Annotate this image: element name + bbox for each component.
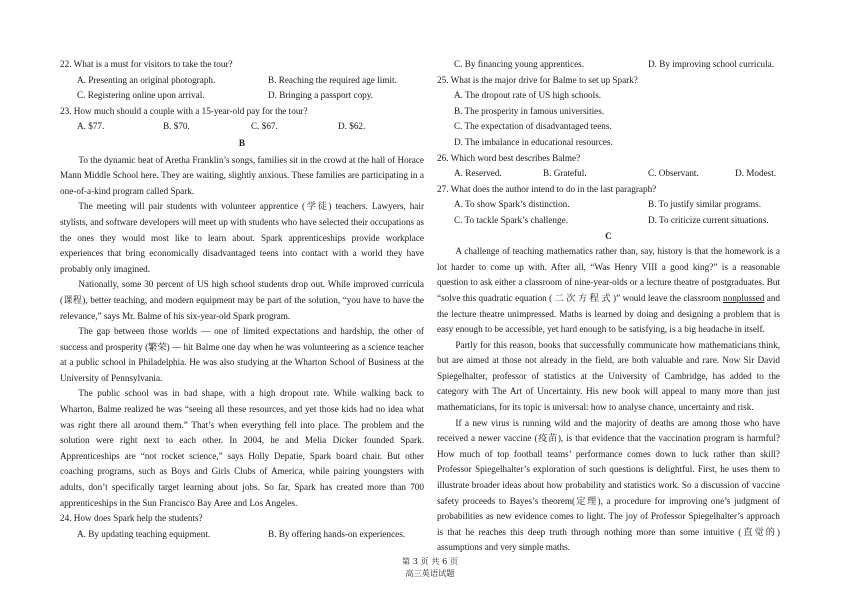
passage-c-paragraph-3: If a new virus is running wild and the majority of deaths are among those who have received a newer vaccine (疫苗), is that evidence that the vaccination program is harmful? How much of top football teams’ performance comes down to luck rather than skill? Professor Spiegelhalter’s exploration of such questions is delightful. First, he uses them to illustrate broader ideas about how probability and statistics work. So a discussion of vaccine safety proceeds to Bayes’s theorem(定理), a procedure for improving one’s judgment of probabilities as new evidence comes to light. The joy of Professor Spiegelhalter’s approach is that he reaches this deep truth through nothing more than some intuitive (直觉的) assumptions and very simple maths. [437,417,780,553]
passage-c-paragraph-2: Partly for this reason, books that successfully communicate how mathematicians think, but are aimed at those not already in the field, are both valuable and rare. Now Sir David Spiegelhalter, professor of statistics at the University of Cambridge, has added to the category with The Art of Uncertainty. His new book will appeal to many more than just mathematicians, for its topic is universal: how to analyse chance, uncertainty and risk. [437,339,780,413]
question-27-options-row2 [437,213,780,229]
passage-b-paragraph-2: The meeting will pair students with volunteer apprentice (学徒) teachers. Lawyers, hair stylists, and software developers will meet up with students who have selected their occupations as the ones they would most like to learn about. Spark apprenticeships provide workplace experiences that bring economically disadvantaged teens into contact with a world they have probably only imagined. [60,201,424,274]
q22-option-d[interactable]: D. Bringing a passport copy. [268,90,374,101]
passage-c-p1-part2: and the lecture theatre unimpressed. Maths is learned by doing and designing a problem that is easy enough to be accessible, yet hard enough to be satisfying, is a big headache in itself. [437,292,781,335]
question-22-stem: 22. What is a must for visitors to take the tour? [60,59,233,69]
q27-option-b[interactable]: B. To justify similar programs. [648,199,762,210]
q24-option-a[interactable]: A. By updating teaching equipment. [77,528,211,539]
q22-option-b[interactable]: B. Reaching the required age limit. [268,74,397,85]
passage-b-paragraph-5: The public school was in bad shape, with a high dropout rate. While walking back to Wharton, Balme realized he was “seeing all these resources, and yet those kids had no idea what was right there all around them.” That’s when everything fell into place. The problem and the solution were right next to each other. In 2004, he and Melia Dicker founded Spark. Apprenticeships are “not rocket science,” says Holly Depatie, Spark board chair. But other coaching programs, such as Boys and Girls Clubs of America, while pairing youngsters with adults, don’t specifically target learning about jobs. So far, Spark has created more than 700 apprenticeships in the Sun Francisco Bay Aree and Los Angeles. [60,388,424,508]
q25-option-b[interactable]: B. The prosperity in famous universities. [454,105,605,116]
passage-b-paragraph-3: Nationally, some 30 percent of US high school students drop out. While improved curricula (课程), better teaching, and modern equipment may be part of the solution, “you have to have the relevance,” says Mr. Balme of his six-year-old Spark program. [60,279,424,321]
question-22-options-row1 [60,73,424,89]
page-number: 第 3 页 共 6 页 [401,556,459,566]
q27-option-c[interactable]: C. To tackle Spark’s challenge. [454,214,568,225]
q25-option-c[interactable]: C. The expectation of disadvantaged teens. [454,121,612,132]
q23-option-d[interactable]: D. $62. [338,121,366,132]
exam-subject: 高三英语试题 [405,568,455,578]
passage-b-paragraph-4: The gap between those worlds — one of limited expectations and hardship, the other of success and prosperity (繁荣) — hit Balme one day when he was volunteering as a science teacher at a public school in Philadelphia. He was also studying at the Wharton School of Business at the University of Pennsylvania. [60,326,424,383]
section-b-heading: B [238,137,246,148]
question-24-stem: 24. How does Spark help the students? [60,513,203,524]
question-22-options-row2 [60,88,424,104]
question-23-options [60,119,424,135]
question-23-stem: 23. How much should a couple with a 15-year-old pay for the tour? [60,105,308,116]
q24-option-b[interactable]: B. By offering hands-on experiences. [268,528,406,539]
q22-option-c[interactable]: C. Registering online upon arrival. [77,90,205,101]
q23-option-c[interactable]: C. $67. [251,121,278,132]
question-27-stem: 27. What does the author intend to do in the last paragraph? [437,183,657,194]
q25-option-a[interactable]: A. The dropout rate of US high schools. [454,90,602,101]
q26-option-d[interactable]: D. Modest. [735,168,777,179]
page-footer [0,555,860,579]
passage-c-paragraph-1 [437,244,780,338]
question-26-options [437,166,780,182]
question-25-stem: 25. What is the major drive for Balme to set up Spark? [437,74,638,85]
question-27-options-row1 [437,197,780,213]
q22-option-a[interactable]: A. Presenting an original photograph. [77,74,216,85]
q24-option-d[interactable]: D. By improving school curricula. [648,59,775,69]
q26-option-b[interactable]: B. Grateful. [543,168,587,179]
q26-option-c[interactable]: C. Observant. [648,168,699,179]
question-24-options-row2 [437,57,780,73]
q27-option-d[interactable]: D. To criticize current situations. [648,214,769,225]
question-24-options-row1 [60,527,424,543]
right-column [437,57,780,556]
q25-option-d[interactable]: D. The imbalance in educational resources. [454,136,613,147]
q24-option-c[interactable]: C. By financing young apprentices. [454,59,585,69]
q27-option-a[interactable]: A. To show Spark’s distinction. [454,199,570,210]
q23-option-a[interactable]: A. $77. [77,121,105,132]
underlined-word: nonplussed [723,292,765,303]
passage-b-paragraph-1: To the dynamic beat of Aretha Franklin’s songs, families sit in the crowd at the hall of Horace Mann Middle School here. They are waiting, slightly anxious. These families are participating in a one-of-a-kind program called Spark. [60,154,424,196]
q26-option-a[interactable]: A. Reserved. [454,168,502,179]
passage-c-p1-part1: A challenge of teaching mathematics rather than, say, history is that the homework is a lot harder to come up with. After all, “Was Henry VIII a good king?” is a reasonable question to ask either a classroom of nine-year-olds or a lecture theatre of postgraduates. But “solve this quadratic equation ( 二 次 方 程 式 )” would leave the classroom [437,246,780,303]
q23-option-b[interactable]: B. $70. [163,121,190,132]
question-26-stem: 26. Which word best describes Balme? [437,152,581,163]
left-column [60,57,424,542]
section-c-heading: C [605,230,612,241]
